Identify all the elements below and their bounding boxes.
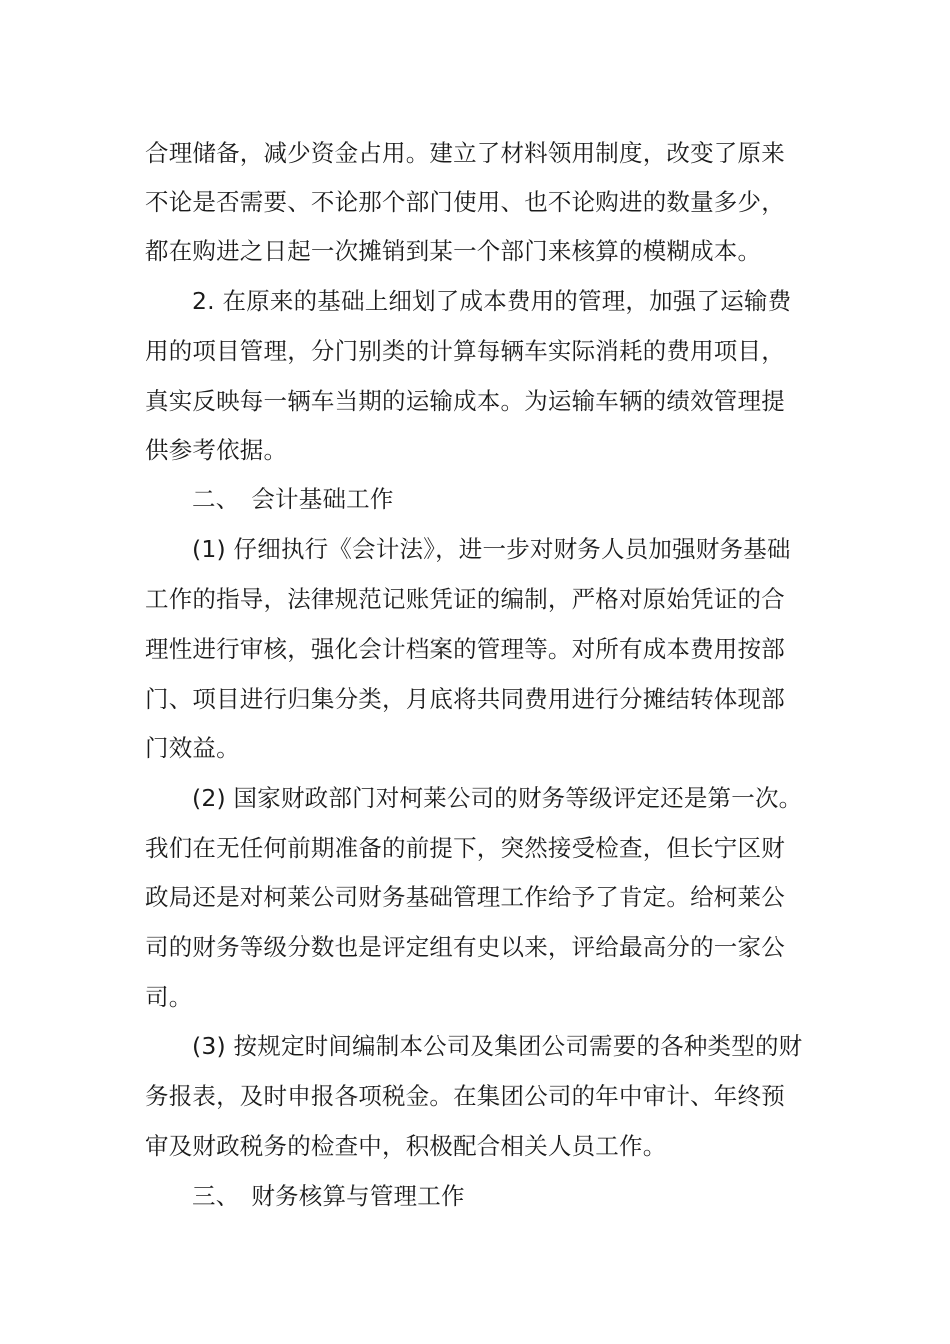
body-text-line: 都在购进之日起一次摊销到某一个部门来核算的模糊成本。 — [145, 237, 762, 265]
body-text-line: 政局还是对柯莱公司财务基础管理工作给予了肯定。给柯莱公 — [145, 883, 785, 911]
section-heading: 二、 会计基础工作 — [192, 485, 394, 513]
paragraph-start-line: (3) 按规定时间编制本公司及集团公司需要的各种类型的财 — [192, 1032, 803, 1060]
body-text-line: 真实反映每一辆车当期的运输成本。为运输车辆的绩效管理提 — [145, 387, 785, 415]
body-text-line: 理性进行审核，强化会计档案的管理等。对所有成本费用按部 — [145, 635, 785, 663]
body-text-line: 我们在无任何前期准备的前提下，突然接受检查，但长宁区财 — [145, 834, 785, 862]
body-text-line: 务报表，及时申报各项税金。在集团公司的年中审计、年终预 — [145, 1082, 785, 1110]
body-text-line: 门、项目进行归集分类，月底将共同费用进行分摊结转体现部 — [145, 685, 785, 713]
paragraph-start-line: 2. 在原来的基础上细划了成本费用的管理，加强了运输费 — [192, 287, 792, 315]
body-text-line: 供参考依据。 — [145, 436, 288, 464]
body-text-line: 合理储备，减少资金占用。建立了材料领用制度，改变了原来 — [145, 139, 785, 167]
body-text-line: 用的项目管理，分门别类的计算每辆车实际消耗的费用项目， — [145, 337, 785, 365]
body-text-line: 门效益。 — [145, 734, 240, 762]
paragraph-start-line: (2) 国家财政部门对柯莱公司的财务等级评定还是第一次。 — [192, 784, 803, 812]
section-heading: 三、 财务核算与管理工作 — [192, 1182, 465, 1210]
body-text-line: 司的财务等级分数也是评定组有史以来，评给最高分的一家公 — [145, 933, 785, 961]
body-text-line: 审及财政税务的检查中，积极配合相关人员工作。 — [145, 1132, 667, 1160]
body-text-line: 司。 — [145, 983, 193, 1011]
paragraph-start-line: (1) 仔细执行《会计法》，进一步对财务人员加强财务基础 — [192, 535, 791, 563]
body-text-line: 不论是否需要、不论那个部门使用、也不论购进的数量多少， — [145, 188, 785, 216]
body-text-line: 工作的指导，法律规范记账凭证的编制，严格对原始凭证的合 — [145, 585, 785, 613]
